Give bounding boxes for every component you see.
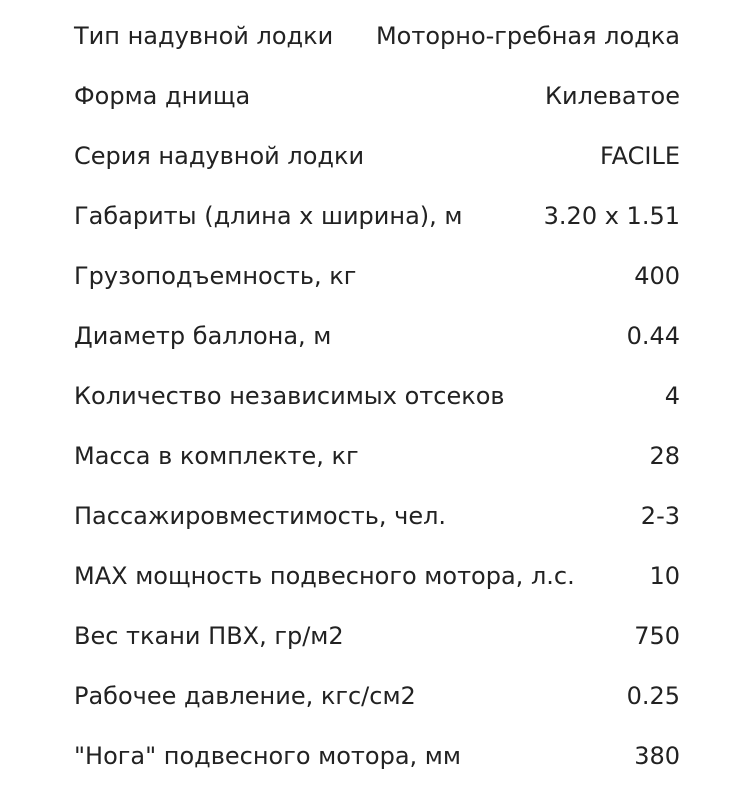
spec-label: Количество независимых отсеков <box>74 382 505 410</box>
spec-row-compartments <box>74 366 680 426</box>
spec-label: "Нога" подвесного мотора, мм <box>74 742 461 770</box>
spec-row-motor-shaft <box>74 726 680 786</box>
spec-value: Моторно-гребная лодка <box>375 22 680 50</box>
spec-value: 0.25 <box>626 682 680 710</box>
spec-label: Масса в комплекте, кг <box>74 442 359 470</box>
spec-value: 750 <box>634 622 680 650</box>
spec-label: Диаметр баллона, м <box>74 322 332 350</box>
spec-label: Серия надувной лодки <box>74 142 365 170</box>
spec-value: 4 <box>664 382 680 410</box>
spec-row-weight <box>74 426 680 486</box>
spec-label: Вес ткани ПВХ, гр/м2 <box>74 622 344 650</box>
spec-row-dimensions <box>74 186 680 246</box>
spec-label: Форма днища <box>74 82 251 110</box>
spec-row-tube-diameter <box>74 306 680 366</box>
spec-row-load-capacity <box>74 246 680 306</box>
spec-row-fabric-weight <box>74 606 680 666</box>
spec-label: MAX мощность подвесного мотора, л.с. <box>74 562 575 590</box>
spec-row-max-motor-power <box>74 546 680 606</box>
spec-value: 380 <box>634 742 680 770</box>
spec-value: FACILE <box>600 142 680 170</box>
spec-value: 0.44 <box>626 322 680 350</box>
spec-label: Рабочее давление, кгс/см2 <box>74 682 416 710</box>
spec-table <box>74 6 680 786</box>
spec-value: 10 <box>649 562 680 590</box>
spec-label: Пассажировместимость, чел. <box>74 502 447 530</box>
spec-row-series <box>74 126 680 186</box>
spec-row-passengers <box>74 486 680 546</box>
spec-value: 3.20 х 1.51 <box>543 202 680 230</box>
spec-row-working-pressure <box>74 666 680 726</box>
spec-label: Грузоподъемность, кг <box>74 262 357 290</box>
spec-row-hull-shape <box>74 66 680 126</box>
spec-value: 2-3 <box>640 502 680 530</box>
spec-label: Габариты (длина х ширина), м <box>74 202 463 230</box>
spec-value: 28 <box>649 442 680 470</box>
spec-row-boat-type <box>74 6 680 66</box>
spec-value: Килеватое <box>544 82 680 110</box>
spec-value: 400 <box>634 262 680 290</box>
spec-label: Тип надувной лодки <box>74 22 334 50</box>
